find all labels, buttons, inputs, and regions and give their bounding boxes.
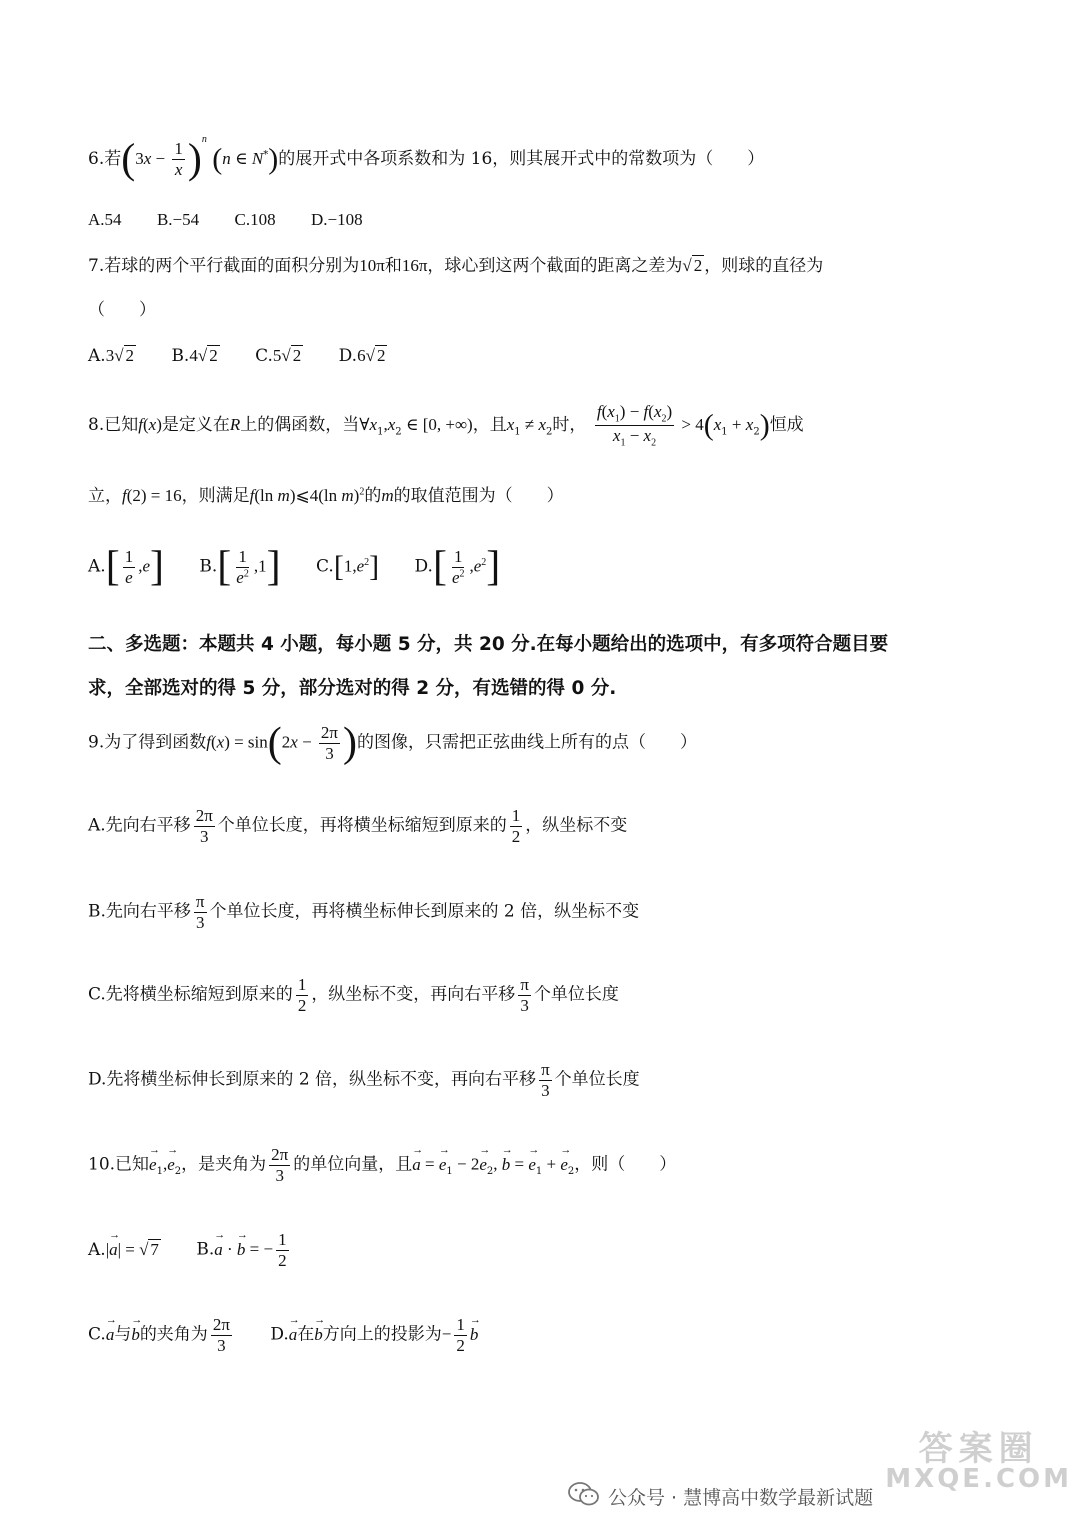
option-a: A.3√ 2 <box>88 346 135 366</box>
option-b: B.[ $\frac{1}{e^2}$ ,1] <box>199 544 281 590</box>
q10-options-cd <box>88 1315 508 1355</box>
q6-options <box>88 211 393 229</box>
wechat-icon <box>568 1481 600 1512</box>
option-b: B.→ a · → b = − $\frac{1}{2}$ <box>196 1230 291 1270</box>
q10-stem: 10.已知→ $e_1,\to e_2$，是夹角为 $\frac{2\pi}{3}$ 的单位向量，且→ a = → $e_1 - 2\to e_2$, → b = → $e_1$ + → $e_2$，则（ ） <box>88 1145 676 1185</box>
q6-stem: 6.若(3x − $\frac{1}{x}$ )$^n$ (n ∈ N*)的展开式中各项系数和为 16，则其展开式中的常数项为（ ） <box>88 134 765 183</box>
section-heading-line2: 求，全部选对的得 5 分，部分选对的得 2 分，有选错的得 0 分. <box>88 678 617 699</box>
option-c: C.→ a与→ b的夹角为 $\frac{2\pi}{3}$ <box>88 1315 235 1355</box>
watermark: 答案圈 MXQE.COM <box>885 1429 1072 1494</box>
q9-option-c: C.先将横坐标缩短到原来的 $\frac{1}{2}$ ，纵坐标不变，再向右平移 $\frac{\pi}{3}$ 个单位长度 <box>88 975 619 1015</box>
option-b: B.4√ 2 <box>171 346 218 366</box>
option-c: C.5√ 2 <box>255 346 302 366</box>
q7-stem: 7.若球的两个平行截面的面积分别为10π和16π，球心到这两个截面的距离之差为√ 2 ，则球的直径为 <box>88 256 824 276</box>
q8-options <box>88 546 530 588</box>
footer-source: 公众号 · 慧博高中数学最新试题 <box>568 1481 873 1512</box>
option-a: A.[ $\frac{1}{e}$ ,e] <box>88 544 164 590</box>
option-d: D.−108 <box>311 210 363 229</box>
q9-option-d: D.先将横坐标伸长到原来的 2 倍，纵坐标不变，再向右平移 $\frac{\pi}{3}$ 个单位长度 <box>88 1060 640 1100</box>
q7-paren: （ ） <box>88 300 156 320</box>
section-heading-line1: 二、多选题：本题共 4 小题，每小题 5 分，共 20 分.在每小题给出的选项中，有多项符合题目要 <box>88 634 889 655</box>
q9-stem: 9.为了得到函数f(x) = sin(2x − $\frac{2\pi}{3}$ )的图像，只需把正弦曲线上所有的点（ ） <box>88 720 698 766</box>
option-d: D.[ $\frac{1}{e^2}$ $,e^2$] <box>414 544 501 590</box>
q9-option-b: B.先向右平移 $\frac{\pi}{3}$ 个单位长度，再将横坐标伸长到原来的 2 倍，纵坐标不变 <box>88 892 640 932</box>
option-c: $C.[1,e^2]$ <box>316 550 380 583</box>
q10-options-ab <box>88 1230 322 1270</box>
option-a: A.54 <box>88 210 122 229</box>
option-d: D.6√ 2 <box>338 346 386 366</box>
option-a: A.|→ a| = √ 7 <box>88 1241 161 1259</box>
q9-option-a: A.先向右平移 $\frac{2\pi}{3}$ 个单位长度，再将横坐标缩短到原来的 $\frac{1}{2}$ ，纵坐标不变 <box>88 806 628 846</box>
option-c: C.108 <box>234 210 276 229</box>
q8-stem-line2: 立，f(2) = 16，则满足f(ln m)⩽4(ln m)$^2$的m的取值范围为（ ） <box>88 486 564 506</box>
option-d: D.→ a在→ b方向上的投影为− $\frac{1}{2}$ → b <box>270 1315 478 1355</box>
q8-stem: 8.已知f(x)是定义在R上的偶函数，当$\forall x_1,x_2$ ∈ [0, +∞)，且$x_1 \ne x_2$时， $\frac{f(x_1) - f(x_2)}{x_1 - x_2}$ > $4(x_1 + x_2)$恒成 <box>88 402 804 449</box>
q7-options <box>88 347 417 365</box>
option-b: B.−54 <box>156 210 200 229</box>
